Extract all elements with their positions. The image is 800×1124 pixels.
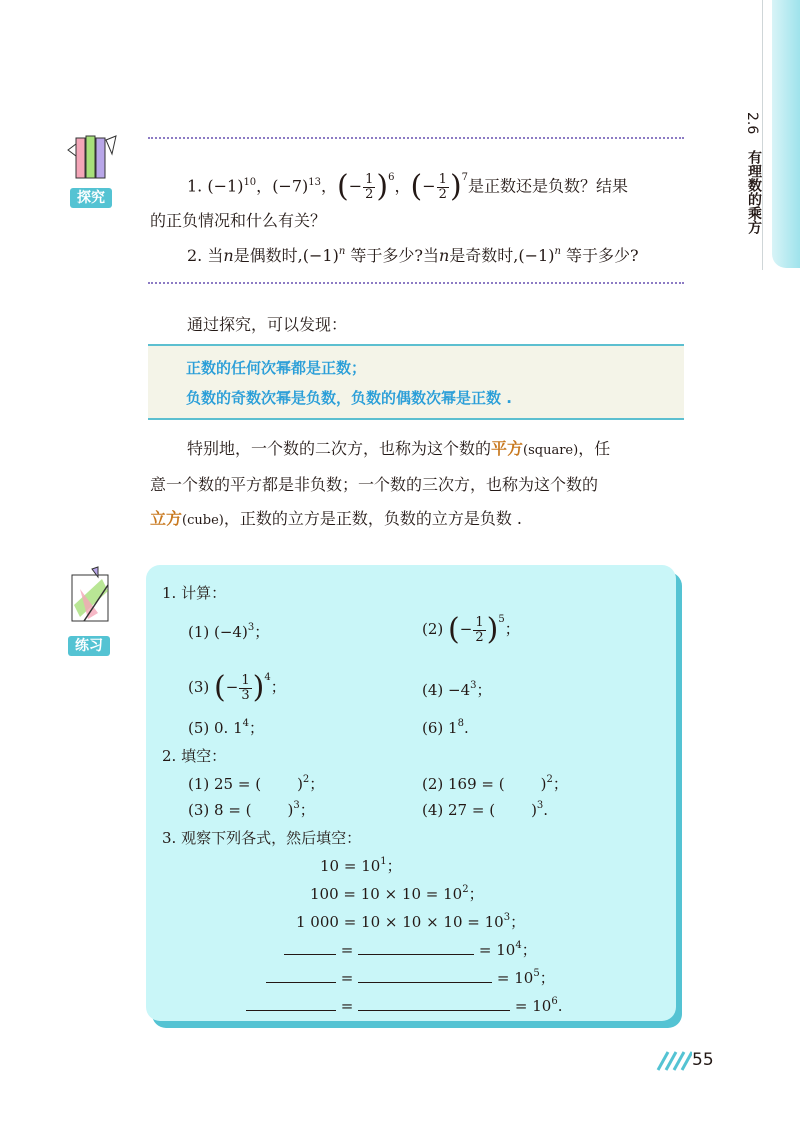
equation-5: = = $10^5$； [266,967,555,992]
exercise-2-1: (1) 25 = ( )$^2$； [188,774,325,793]
explore-badge: 探究 [70,188,112,208]
equation-3: 1 $000 = 10 \times 10 \times 10 = 10^3$； [296,912,526,931]
page-number: 55 [692,1050,714,1070]
chapter-number: 2.6 [744,112,760,135]
equation-6: = = $10^6$. [246,995,563,1020]
exercise-1-1: (1) $(-4)^3$； [188,622,270,641]
exercise-2-title: 2. 填空： [162,747,227,765]
explore-question-1-cont: 的正负情况和什么有关？ [150,211,327,230]
divider-bottom [148,282,684,284]
exercise-1-title: 1. 计算： [162,584,227,602]
rule-line-2: 负数的奇数次幂是负数，负数的偶数次幂是正数 . [186,389,512,407]
exercise-1-4: $(4) -4^3$； [422,680,492,699]
page-stripes-icon [656,1050,692,1072]
practice-box [146,565,676,1021]
exercise-1-2: (2) (− $\frac{1}{2}$ )$^5$； [422,612,520,647]
chapter-title: 有理数的乘方 [746,150,762,234]
term-square: 平方 [491,439,524,458]
exercise-2-4: (4) 27 = ( )$^3$. [422,800,549,819]
exercise-2-2: (2) 169 = ( )$^2$； [422,774,568,793]
exercise-1-5: (5) 0. $1^4$； [188,718,265,737]
exercise-3-title: 3. 观察下列各式，然后填空： [162,829,362,847]
chapter-tab [722,0,800,268]
equation-2: $100 = 10 \times 10 = 10^2$； [310,884,484,903]
paragraph-line-2: 意一个数的平方都是非负数；一个数的三次方，也称为这个数的 [150,475,599,494]
equation-4: = = $10^4$； [284,939,537,964]
paragraph-line-1: 特别地，一个数的二次方，也称为这个数的平方(square)，任 [187,439,611,458]
pencil-notebook-icon [62,565,122,635]
exercise-2-3: (3) 8 = ( )$^3$； [188,800,315,819]
chapter-tab-bar [772,0,800,268]
explore-question-1: 1. $(-1)^{10}$，$(-7)^{13}$，(− $\frac{1}{2}$ )$^6$，(− $\frac{1}{2}$ )$^7$是正数还是负数？结果 [187,169,629,204]
exercise-1-6: (6) $1^8$. [422,718,469,737]
books-icon [66,130,122,186]
practice-badge: 练习 [68,636,110,656]
rule-line-1: 正数的任何次幂都是正数； [186,359,367,377]
discovery-intro: 通过探究，可以发现： [187,315,348,334]
term-cube: 立方 [150,509,183,528]
exercise-1-3: (3) (− $\frac{1}{3}$ )$^4$； [188,670,286,705]
divider-top [148,137,684,139]
equation-1: $10 = 10^1$； [320,856,402,875]
rule-box [148,344,684,420]
paragraph-line-3: 立方(cube)，正数的立方是正数，负数的立方是负数 . [150,509,523,528]
explore-question-2: 2. 当n是偶数时$,(-1)^n$ 等于多少?当n是奇数时$,(-1)^n$ 等于多少? [187,246,639,265]
